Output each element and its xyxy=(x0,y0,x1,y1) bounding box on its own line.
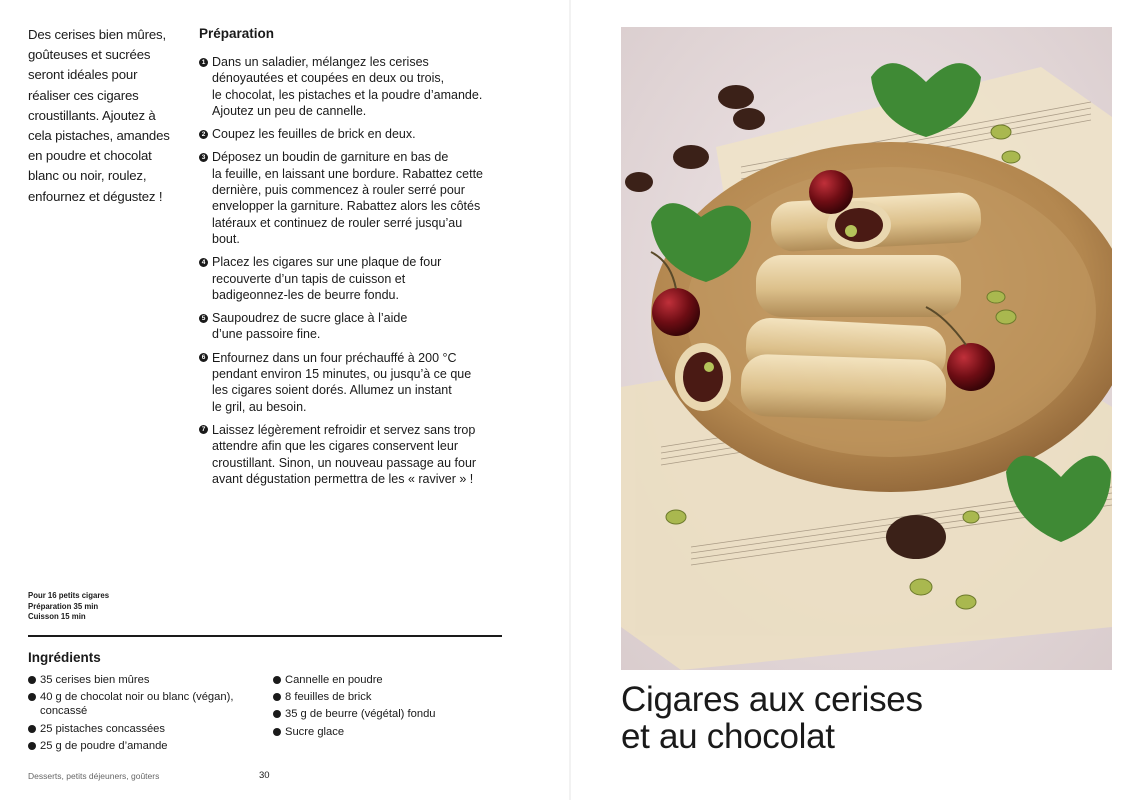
ingredient-item: Cannelle en poudre xyxy=(273,673,493,687)
ingredient-item: 25 g de poudre d’amande xyxy=(28,739,263,753)
prep-time: Préparation 35 min xyxy=(28,601,99,611)
intro-text: Des cerises bien mûres, goûteuses et sucrées seront idéales pour réaliser ces cigares croustillants. Ajoutez à cela pistaches, amandes en poudre et chocolat blanc ou noir, roulez, enfournez et dégustez ! xyxy=(28,27,170,204)
step-2 xyxy=(199,126,509,142)
step-text: Placez les cigares sur une plaque de four recouverte d’un tapis de cuisson et badigeonnez-les de beurre fondu. xyxy=(212,255,442,302)
step-text: Dans un saladier, mélangez les cerises dénoyautées et coupées en deux ou trois, le chocolat, les pistaches et la poudre d’amande. Ajoutez un peu de cannelle. xyxy=(212,55,483,118)
preparation-title: Préparation xyxy=(199,26,275,41)
servings: Pour 16 petits cigares xyxy=(28,591,110,600)
step-number-badge: 6 xyxy=(199,353,208,362)
ingredients-column-1 xyxy=(28,673,263,756)
divider xyxy=(28,635,502,637)
recipe-photo xyxy=(621,27,1112,670)
step-text: Laissez légèrement refroidir et servez sans trop attendre afin que les cigares conservent leur croustillant. Sinon, un nouveau passage au four avant dégustation permettra de les « raviver » ! xyxy=(212,422,477,486)
step-number-badge: 5 xyxy=(199,314,208,323)
step-4 xyxy=(199,254,509,303)
preparation-steps xyxy=(199,54,509,494)
step-text: Enfournez dans un four préchauffé à 200 °C pendant environ 15 minutes, ou jusqu’à ce que les cigares soient dorés. Allumez un instant le gril, au besoin. xyxy=(212,350,472,414)
right-page xyxy=(570,0,1141,800)
recipe-title: Cigares aux cerises et au chocolat xyxy=(621,680,923,756)
bullet-icon xyxy=(273,693,281,701)
ingredient-item: 40 g de chocolat noir ou blanc (végan), concassé xyxy=(28,690,263,718)
step-text: Coupez les feuilles de brick en deux. xyxy=(212,127,416,142)
page-number: 30 xyxy=(259,770,270,781)
step-number-badge: 7 xyxy=(199,425,208,434)
ingredient-item: 35 cerises bien mûres xyxy=(28,673,263,687)
ingredient-item: 35 g de beurre (végétal) fondu xyxy=(273,707,493,721)
step-number-badge: 4 xyxy=(199,258,208,267)
step-6 xyxy=(199,350,509,415)
step-text: Déposez un boudin de garniture en bas de la feuille, en laissant une bordure. Rabattez cette dernière, puis commencez à rouler serré pour envelopper la garniture. Rabattez alors les côtés latéraux et continuez de rouler serré jusqu’au bout. xyxy=(212,150,484,246)
ingredient-item: Sucre glace xyxy=(273,725,493,739)
step-number-badge: 1 xyxy=(199,58,208,67)
step-3 xyxy=(199,149,509,247)
section-footer: Desserts, petits déjeuners, goûters xyxy=(28,771,160,781)
bullet-icon xyxy=(273,728,281,736)
cook-time: Cuisson 15 min xyxy=(28,612,86,621)
step-text: Saupoudrez de sucre glace à l’aide d’une passoire fine. xyxy=(212,311,408,342)
step-7 xyxy=(199,422,509,487)
ingredient-item: 8 feuilles de brick xyxy=(273,690,493,704)
bullet-icon xyxy=(273,676,281,684)
step-1 xyxy=(199,54,509,119)
step-number-badge: 2 xyxy=(199,130,208,139)
step-number-badge: 3 xyxy=(199,153,208,162)
ingredients-column-2 xyxy=(273,673,493,742)
bullet-icon xyxy=(28,742,36,750)
bullet-icon xyxy=(273,710,281,718)
bullet-icon xyxy=(28,725,36,733)
ingredient-item: 25 pistaches concassées xyxy=(28,722,263,736)
recipe-meta xyxy=(28,591,109,623)
ingredients-title: Ingrédients xyxy=(28,650,101,665)
step-5 xyxy=(199,310,509,343)
bullet-icon xyxy=(28,676,36,684)
bullet-icon xyxy=(28,693,36,701)
left-page xyxy=(0,0,570,800)
